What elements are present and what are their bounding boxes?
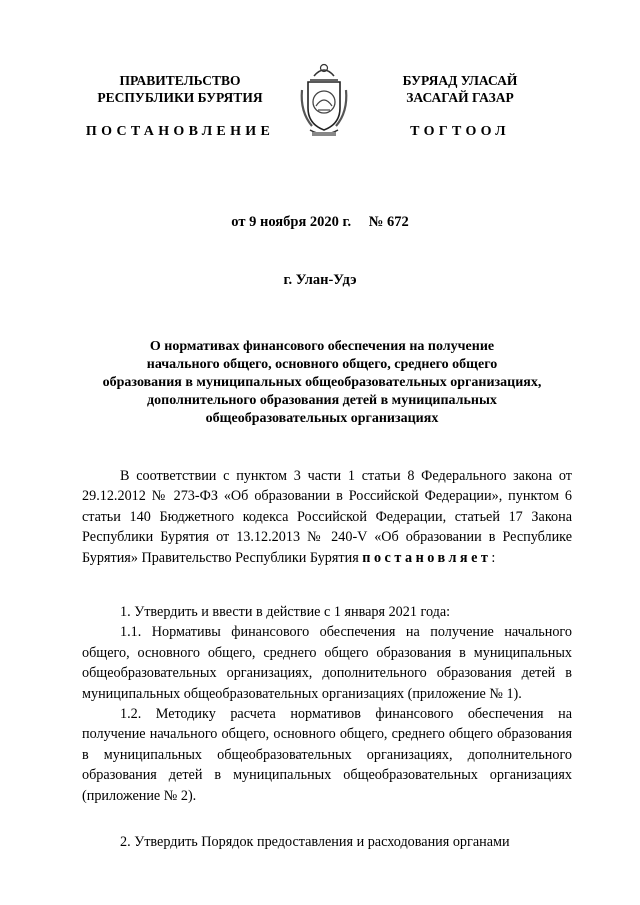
title-line: начального общего, основного общего, среднего общего (146, 357, 498, 372)
preamble-colon: : (491, 549, 496, 566)
document-title (80, 338, 564, 428)
header-right-line2: ЗАСАГАЙ ГАЗАР (406, 90, 514, 105)
header-right-line1: БУРЯАД УЛАСАЙ (402, 73, 518, 88)
item-1-1: 1.1. Нормативы финансового обеспечения на получение начального общего, основного общего, среднего общего образования в муниципальных общеобразовательных организациях, дополнительного образования детей в муниципальных общеобразовательных организациях (приложение № 1). (82, 624, 572, 702)
title-line: общеобразовательных организациях (205, 411, 439, 426)
title-line: образования в муниципальных общеобразовательных организациях, (102, 375, 542, 390)
preamble-body: В соответствии с пунктом 3 части 1 статьи 8 Федерального закона от 29.12.2012 № 273-ФЗ «Об образовании в Российской Федерации», пунктом 6 статьи 140 Бюджетного кодекса Российской Федерации, статьей 17 Закона Республики Бурятия от 13.12.2013 № 240-V «Об образовании в Республике Бурятия» Правительство Республики Бурятия (82, 468, 572, 566)
decree-date: от 9 ноября 2020 г. (231, 214, 352, 230)
header-authority-bua (360, 72, 560, 106)
header-left-line1: ПРАВИТЕЛЬСТВО (119, 73, 241, 88)
preamble-text (82, 466, 572, 568)
items-section-1 (82, 602, 572, 806)
item-2: 2. Утвердить Порядок предоставления и расходования органами (120, 834, 510, 850)
title-line: дополнительного образования детей в муниципальных (147, 393, 497, 408)
preamble-paragraph (82, 466, 572, 568)
date-number-line (0, 214, 640, 231)
decree-type-bua: ТОГТООЛ (410, 124, 510, 139)
header-authority-ru (80, 72, 280, 106)
decree-number: № 672 (368, 214, 409, 230)
header-left-line2: РЕСПУБЛИКИ БУРЯТИЯ (97, 90, 263, 105)
coat-of-arms-emblem (296, 60, 352, 138)
item-1: 1. Утвердить и ввести в действие с 1 января 2021 года: (120, 604, 451, 620)
decree-type-ru: ПОСТАНОВЛЕНИЕ (85, 124, 275, 139)
title-line: О нормативах финансового обеспечения на получение (149, 339, 495, 354)
decree-city: г. Улан-Удэ (283, 272, 357, 288)
resolves-word: постановляет (362, 549, 492, 566)
items-section-2 (82, 832, 572, 852)
item-1-2: 1.2. Методику расчета нормативов финансового обеспечения на получение начального общего, основного общего, среднего общего образования в муниципальных общеобразовательных организациях, дополнительного образования детей в муниципальных общеобразовательных организациях (приложение № 2). (82, 706, 572, 804)
